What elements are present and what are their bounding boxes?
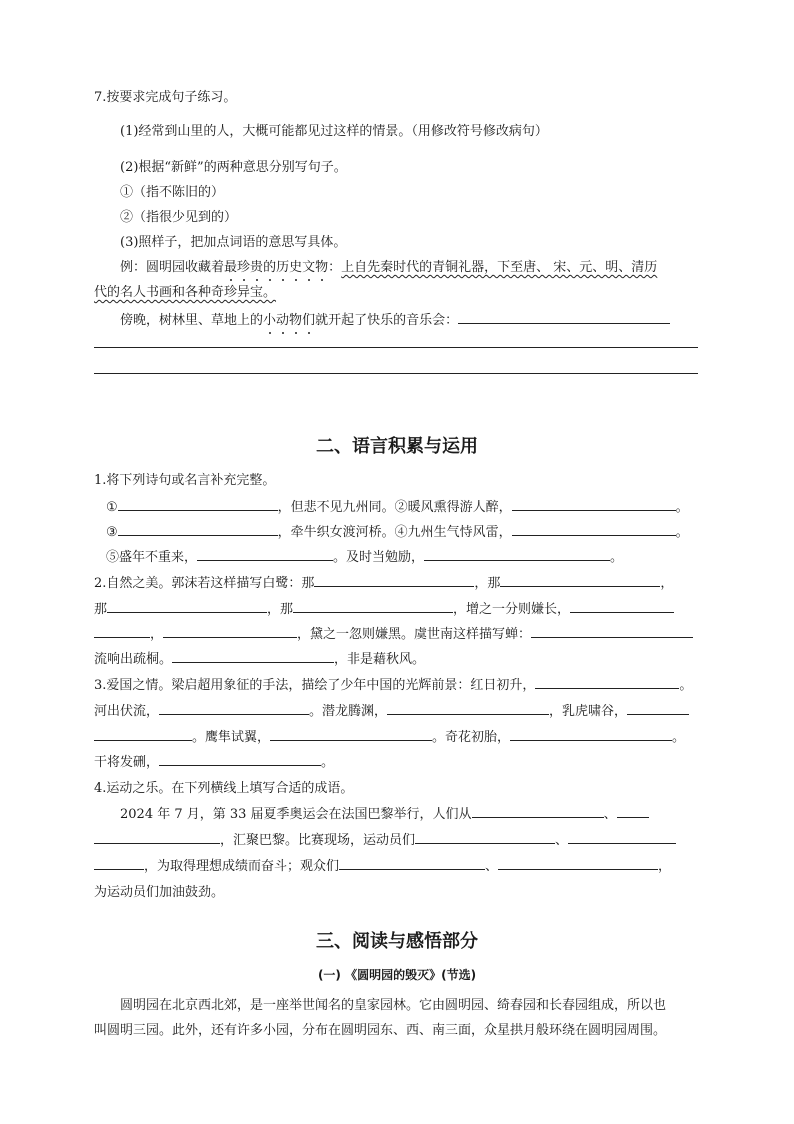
q4-line-4: 为运动员们加油鼓劲。 xyxy=(94,885,225,900)
q3-text-f: 。奇花初胎， xyxy=(432,730,511,745)
question-7-title: 7.按要求完成句子练习。 xyxy=(94,90,237,105)
q4-text-b: ，汇聚巴黎。比赛现场，运动员们 xyxy=(220,833,416,848)
q3-text-a: 3.爱国之情。梁启超用象征的手法，描绘了少年中国的光辉前景：红日初升， xyxy=(94,678,536,693)
blank[interactable] xyxy=(197,546,333,561)
q4-line-2 xyxy=(94,829,676,848)
reading-subheading: (一) 《圆明园的毁灭》(节选) xyxy=(317,968,477,982)
blank[interactable] xyxy=(568,829,676,844)
example-prefix: 例：圆明园收藏着 xyxy=(120,260,225,275)
example-line-2 xyxy=(94,281,276,300)
blank[interactable] xyxy=(531,623,693,638)
q3-text-e: 。鹰隼试翼， xyxy=(192,730,271,745)
q4-line-1 xyxy=(120,803,649,822)
blank[interactable] xyxy=(159,751,321,766)
q1-r2-label: ③ xyxy=(106,525,118,540)
blank[interactable] xyxy=(94,726,192,741)
emphasis-char: 史 xyxy=(289,256,302,275)
q4-sep-1: 、 xyxy=(603,807,617,822)
q2-line-3 xyxy=(94,623,693,642)
blank[interactable] xyxy=(94,829,220,844)
blank[interactable] xyxy=(627,700,689,715)
blank[interactable] xyxy=(472,803,604,818)
reading-paragraph-line-2: 叫圆明三园。此外，还有许多小园，分布在圆明园东、西、南三面，众星拱月般环绕在圆明园周围。 xyxy=(94,1023,667,1038)
q1-r1-label: ① xyxy=(106,500,118,515)
q3-text-f-end: 。 xyxy=(672,730,686,745)
q4-line-3 xyxy=(94,855,671,874)
q2-text-f: ，增之一分则嫌长， xyxy=(453,602,571,617)
q1-r1-text: ，但悲不见九州同。②暖风熏得游人醉， xyxy=(277,500,512,515)
emphasis-char: 历 xyxy=(276,256,289,275)
q3-line-3 xyxy=(94,726,685,745)
emphasis-char: 物 xyxy=(289,309,302,328)
example-line-1 xyxy=(120,256,657,275)
blank[interactable] xyxy=(314,572,474,587)
emphasis-char: 最 xyxy=(224,256,237,275)
q1-r3-end: 。 xyxy=(610,550,624,565)
q2-line-1 xyxy=(94,572,673,591)
question-7-3: (3)照样子，把加点词语的意思写具体。 xyxy=(120,235,347,250)
emphasis-char: 动 xyxy=(276,309,289,328)
emphasis-char: 物 xyxy=(315,256,328,275)
q1-r2-end: 。 xyxy=(675,525,689,540)
reading-paragraph-line-1: 圆明园在北京西北郊，是一座举世闻名的皇家园林。它由圆明园、绮春园和长春园组成，所以也 xyxy=(120,998,667,1013)
emphasis-char: 们 xyxy=(302,309,315,328)
q3-text-d: ，乳虎啸谷， xyxy=(549,704,628,719)
blank[interactable] xyxy=(617,803,649,818)
q2-text-a: 2.自然之美。郭沫若这样描写白鹭：那 xyxy=(94,576,315,591)
blank[interactable] xyxy=(270,726,432,741)
blank[interactable] xyxy=(424,546,610,561)
blank[interactable] xyxy=(159,700,309,715)
q1-r2-text: ，牵牛织女渡河桥。④九州生气恃风雷， xyxy=(277,525,512,540)
blank[interactable] xyxy=(510,726,672,741)
q2-text-i: 流响出疏桐。 xyxy=(94,652,173,667)
example-wavy-2: 代的名人书画和各种奇珍异宝。 xyxy=(94,285,277,300)
q1-title: 1.将下列诗句或名言补充完整。 xyxy=(94,473,276,488)
q2-text-h: ，黛之一忽则嫌黑。虞世南这样描写蝉： xyxy=(297,627,532,642)
q1-r3-label: ⑤盛年不重来， xyxy=(106,550,198,565)
emphasis-char: 珍 xyxy=(237,256,250,275)
blank[interactable] xyxy=(172,648,334,663)
q4-text-c-end: ， xyxy=(658,859,672,874)
q4-title: 4.运动之乐。在下列横线上填写合适的成语。 xyxy=(94,781,354,796)
blank[interactable] xyxy=(500,572,660,587)
emphasis-char: 文 xyxy=(302,256,315,275)
q4-sep-3: 、 xyxy=(485,859,499,874)
q3-text-c: 。潜龙腾渊， xyxy=(309,704,388,719)
q2-text-g: ， xyxy=(150,627,164,642)
blank[interactable] xyxy=(535,674,679,689)
q2-text-b: ，那 xyxy=(474,576,501,591)
blank[interactable] xyxy=(293,598,453,613)
q3-text-g: 干将发硎， xyxy=(94,755,160,770)
example-dotted-words xyxy=(224,260,328,275)
blank[interactable] xyxy=(339,855,485,870)
q1-row-1 xyxy=(106,496,689,515)
q3-line-1 xyxy=(94,674,692,693)
blank[interactable] xyxy=(498,855,658,870)
practice-line xyxy=(120,309,670,328)
q2-text-c: ， xyxy=(660,576,674,591)
q4-sep-2: 、 xyxy=(555,833,569,848)
q3-text-b: 河出伏流， xyxy=(94,704,160,719)
section-2-heading: 二、语言积累与运用 xyxy=(316,436,478,457)
practice-suffix: 就开起了快乐的音乐会： xyxy=(315,313,459,328)
blank[interactable] xyxy=(570,598,674,613)
practice-dotted-words xyxy=(263,313,315,328)
q2-line-2 xyxy=(94,598,674,617)
emphasis-char: 小 xyxy=(263,309,276,328)
question-7-1: (1)经常到山里的人，大概可能都见过这样的情景。（用修改符号修改病句） xyxy=(120,124,548,139)
q4-text-c: ，为取得理想成绩而奋斗；观众们 xyxy=(144,859,340,874)
blank[interactable] xyxy=(94,855,144,870)
q1-r3-text: 。及时当勉励， xyxy=(333,550,425,565)
q3-line-2 xyxy=(94,700,689,719)
practice-prefix: 傍晚，树林里、草地上的 xyxy=(120,313,264,328)
blank[interactable] xyxy=(387,700,549,715)
q1-row-3 xyxy=(106,546,623,565)
example-colon: ： xyxy=(328,260,342,275)
blank[interactable] xyxy=(118,521,278,536)
practice-answer-blank[interactable] xyxy=(458,309,670,324)
blank[interactable] xyxy=(118,496,278,511)
q2-text-e: ，那 xyxy=(267,602,294,617)
blank[interactable] xyxy=(512,521,676,536)
blank[interactable] xyxy=(107,598,267,613)
blank[interactable] xyxy=(163,623,297,638)
section-3-heading: 三、阅读与感悟部分 xyxy=(316,931,478,952)
question-7-2-b: ②（指很少见到的） xyxy=(120,210,238,225)
q2-text-d: 那 xyxy=(94,602,108,617)
q2-line-4 xyxy=(94,648,425,667)
q1-row-2 xyxy=(106,521,689,540)
q3-text-g-end: 。 xyxy=(321,755,335,770)
emphasis-char: 贵 xyxy=(250,256,263,275)
blank[interactable] xyxy=(512,496,676,511)
q1-r1-end: 。 xyxy=(675,500,689,515)
q2-text-j: ，非是藉秋风。 xyxy=(334,652,426,667)
emphasis-char: 的 xyxy=(263,256,276,275)
blank[interactable] xyxy=(94,623,150,638)
question-7-2: (2)根据“新鲜”的两种意思分别写句子。 xyxy=(120,160,347,175)
q3-text-a-end: 。 xyxy=(679,678,693,693)
blank[interactable] xyxy=(415,829,555,844)
q3-line-4 xyxy=(94,751,334,770)
answer-line-1[interactable] xyxy=(94,347,698,348)
q4-text-a: 2024 年 7 月，第 33 届夏季奥运会在法国巴黎举行，人们从 xyxy=(120,807,472,822)
example-wavy-1: 上自先秦时代的青铜礼器，下至唐、 宋、元、明、清历 xyxy=(341,260,658,275)
question-7-2-a: ①（指不陈旧的） xyxy=(120,185,225,200)
answer-line-2[interactable] xyxy=(94,373,698,374)
